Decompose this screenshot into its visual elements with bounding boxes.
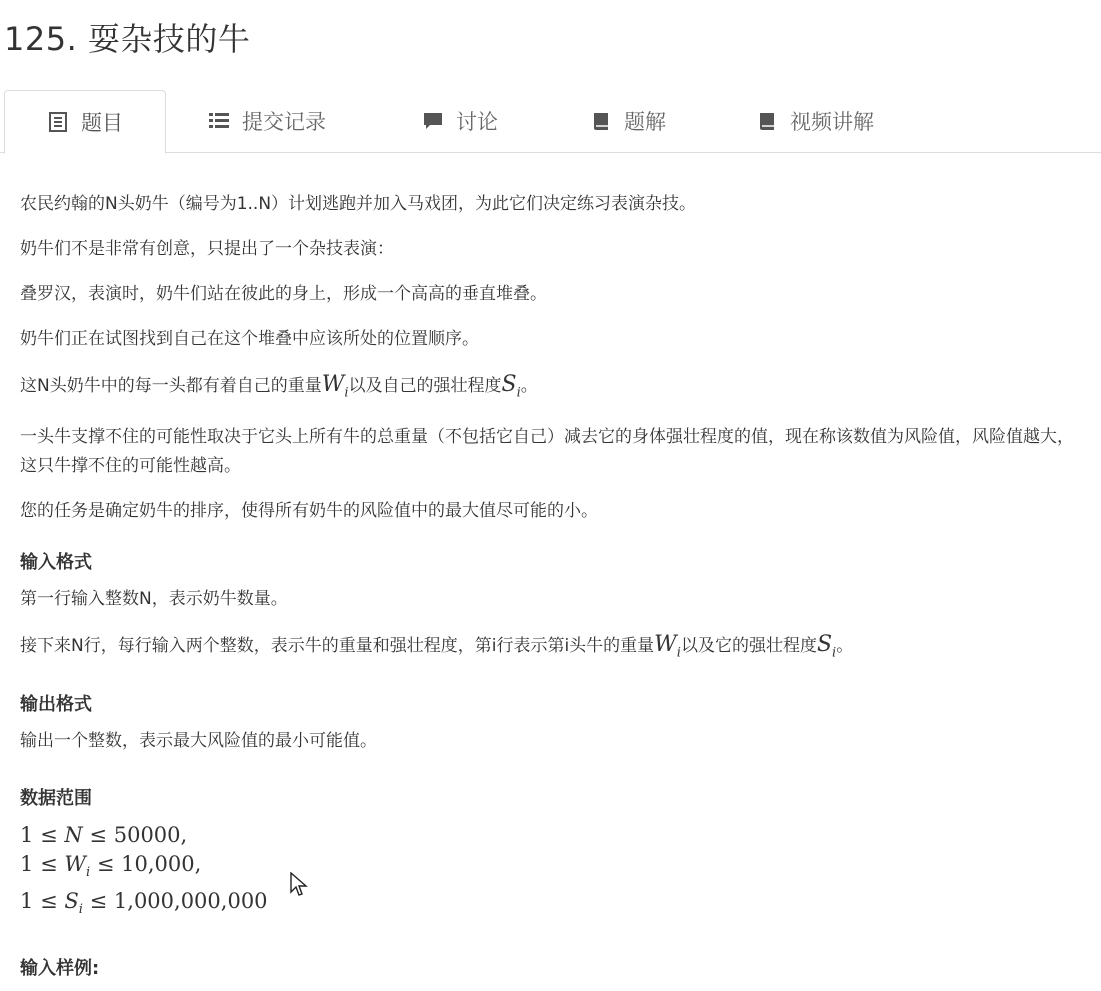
tab-label: 题目 (81, 111, 123, 135)
input-format-line: 接下来N行，每行输入两个整数，表示牛的重量和强壮程度，第i行表示第i头牛的重量$W_i$以及它的强壮程度$S_i$。 (20, 632, 854, 661)
page-title: 125. 耍杂技的牛 (4, 20, 251, 58)
output-format-line: 输出一个整数，表示最大风险值的最小可能值。 (20, 730, 377, 751)
description-paragraph: 奶牛们正在试图找到自己在这个堆叠中应该所处的位置顺序。 (20, 329, 479, 349)
tab-problem[interactable] (4, 90, 166, 154)
problem-content (20, 190, 1080, 991)
input-format-line: 第一行输入整数N，表示奶牛数量。 (20, 589, 288, 610)
range-s: $1 \le S_i \le 1,000,000,000$ (20, 888, 268, 918)
output-format-heading: 输出格式 (20, 693, 92, 715)
document-icon (47, 111, 69, 133)
description-paragraph: 这N头奶牛中的每一头都有着自己的重量$W_i$以及自己的强壮程度$S_i$。 (20, 372, 538, 401)
sample-input-heading: 输入样例: (20, 958, 100, 980)
mouse-cursor-icon (290, 872, 308, 898)
tab-label: 题解 (624, 110, 666, 134)
list-icon (208, 110, 230, 132)
range-n: 1 ≤ N ≤ 50000, (20, 822, 188, 847)
data-range-heading: 数据范围 (20, 787, 92, 809)
tab-submissions[interactable] (208, 90, 326, 152)
description-paragraph: 一头牛支撑不住的可能性取决于它头上所有牛的总重量（不包括它自己）减去它的身体强壮程度的值，现在称该数值为风险值，风险值越大，这只牛撑不住的可能性越高。 (20, 427, 1074, 477)
tab-solutions[interactable] (590, 90, 666, 152)
range-w: $1 \le W_i \le 10,000$, (20, 851, 202, 880)
tab-video[interactable] (756, 90, 874, 152)
description-paragraph: 奶牛们不是非常有创意，只提出了一个杂技表演： (20, 239, 394, 259)
book-icon (756, 110, 778, 132)
strength-symbol: $S_i$ (501, 372, 521, 401)
comment-icon (422, 110, 444, 132)
description-paragraph: 叠罗汉，表演时，奶牛们站在彼此的身上，形成一个高高的垂直堆叠。 (20, 284, 547, 304)
tab-bar (0, 90, 1101, 153)
description-paragraph: 您的任务是确定奶牛的排序，使得所有奶牛的风险值中的最大值尽可能的小。 (20, 501, 598, 522)
tab-label: 视频讲解 (790, 110, 874, 134)
tab-discussion[interactable] (422, 90, 498, 152)
book-icon (590, 110, 612, 132)
input-format-heading: 输入格式 (20, 552, 92, 574)
tab-label: 讨论 (456, 110, 498, 134)
description-paragraph: 农民约翰的N头奶牛（编号为1..N）计划逃跑并加入马戏团，为此它们决定练习表演杂技。 (20, 194, 697, 214)
weight-symbol: $W_i$ (654, 632, 681, 661)
strength-symbol: $S_i$ (816, 632, 837, 661)
tab-label: 提交记录 (242, 110, 326, 134)
weight-symbol: $W_i$ (321, 372, 349, 401)
